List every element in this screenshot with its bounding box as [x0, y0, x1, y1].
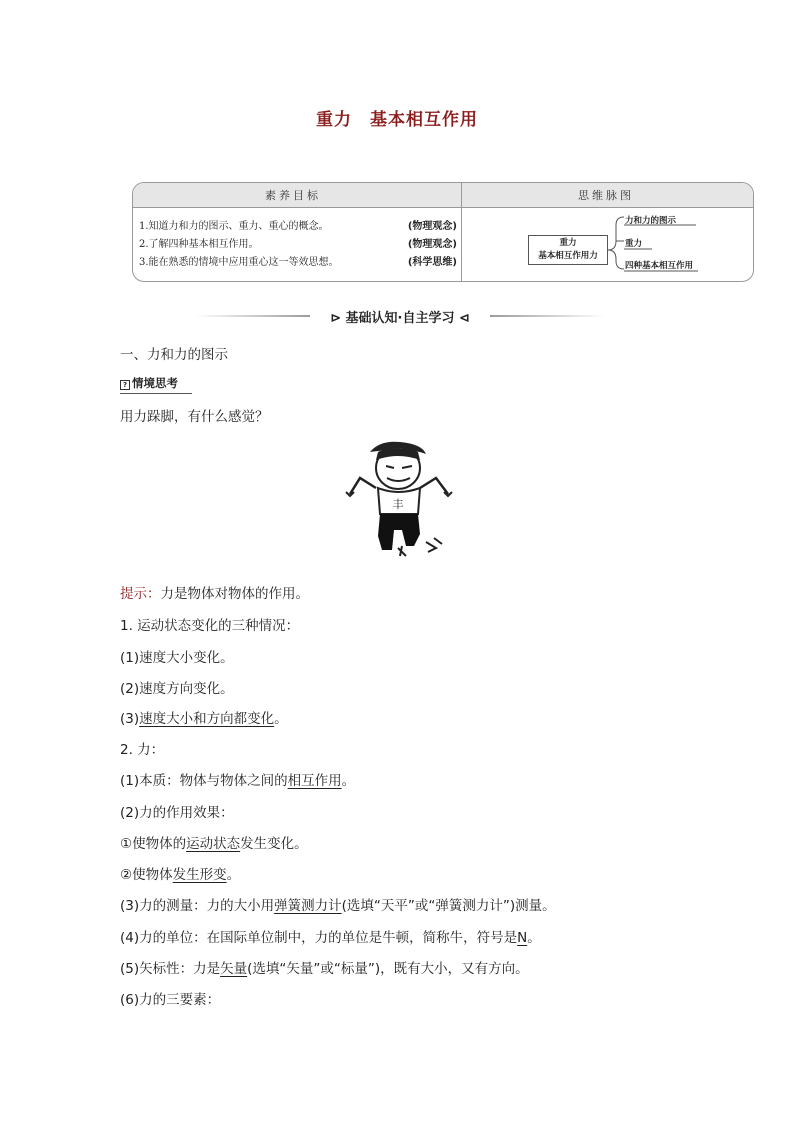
text-line: (4)力的单位：在国际单位制中，力的单位是牛顿，简称牛，符号是N。 [120, 930, 541, 946]
goals-header [133, 183, 753, 208]
text-line: ①使物体的运动状态发生变化。 [120, 836, 308, 852]
question-text: 用力跺脚，有什么感觉？ [120, 409, 269, 425]
section-banner: ⊳ 基础认知·自主学习 ⊲ [195, 307, 605, 323]
scenario-tag: ? 情境思考 [120, 375, 178, 391]
page-title: 重力 基本相互作用 [316, 110, 478, 130]
mindmap-center: 重力 基本相互作用力 [528, 235, 608, 265]
mindmap-branch: 四种基本相互作用 [625, 261, 694, 271]
text-line: (3)力的测量：力的大小用弹簧测力计(选填“天平”或“弹簧测力计”)测量。 [120, 898, 556, 914]
question-box-icon: ? [120, 380, 130, 390]
goal-item: 2.了解四种基本相互作用。 (物理观念) [139, 239, 457, 250]
goal-item: 3.能在熟悉的情境中应用重心这一等效思想。 (科学思维) [139, 257, 457, 268]
goals-header-left: 素养目标 [265, 189, 321, 202]
stomping-man-illustration [340, 438, 460, 560]
banner-arrow-left-icon: ⊳ [330, 311, 341, 326]
text-line: (1)本质：物体与物体之间的相互作用。 [120, 773, 356, 789]
goals-list [139, 217, 457, 271]
banner-arrow-right-icon: ⊲ [459, 311, 470, 326]
goals-divider [461, 183, 462, 281]
text-line: (5)矢标性：力是矢量(选填“矢量”或“标量”)，既有大小，又有方向。 [120, 961, 529, 977]
goal-item: 1.知道力和力的图示、重力、重心的概念。 (物理观念) [139, 221, 457, 232]
text-line: ②使物体发生形变。 [120, 867, 241, 883]
mindmap-branch: 力和力的图示 [625, 216, 677, 226]
text-line: (6)力的三要素： [120, 992, 221, 1008]
shirt-mark: 丰 [392, 498, 404, 511]
section-heading: 一、力和力的图示 [120, 347, 228, 363]
text-line: (1)速度大小变化。 [120, 650, 234, 666]
text-line: 1. 运动状态变化的三种情况： [120, 618, 300, 634]
hint-line: 提示：力是物体对物体的作用。 [120, 586, 309, 602]
text-line: (2)速度方向变化。 [120, 681, 234, 697]
mindmap-branch: 重力 [625, 239, 643, 249]
text-line: 2. 力： [120, 742, 165, 758]
text-line: (3)速度大小和方向都变化。 [120, 711, 288, 727]
goals-header-right: 思维脉图 [578, 189, 634, 202]
goals-table [132, 182, 754, 282]
text-line: (2)力的作用效果： [120, 805, 234, 821]
